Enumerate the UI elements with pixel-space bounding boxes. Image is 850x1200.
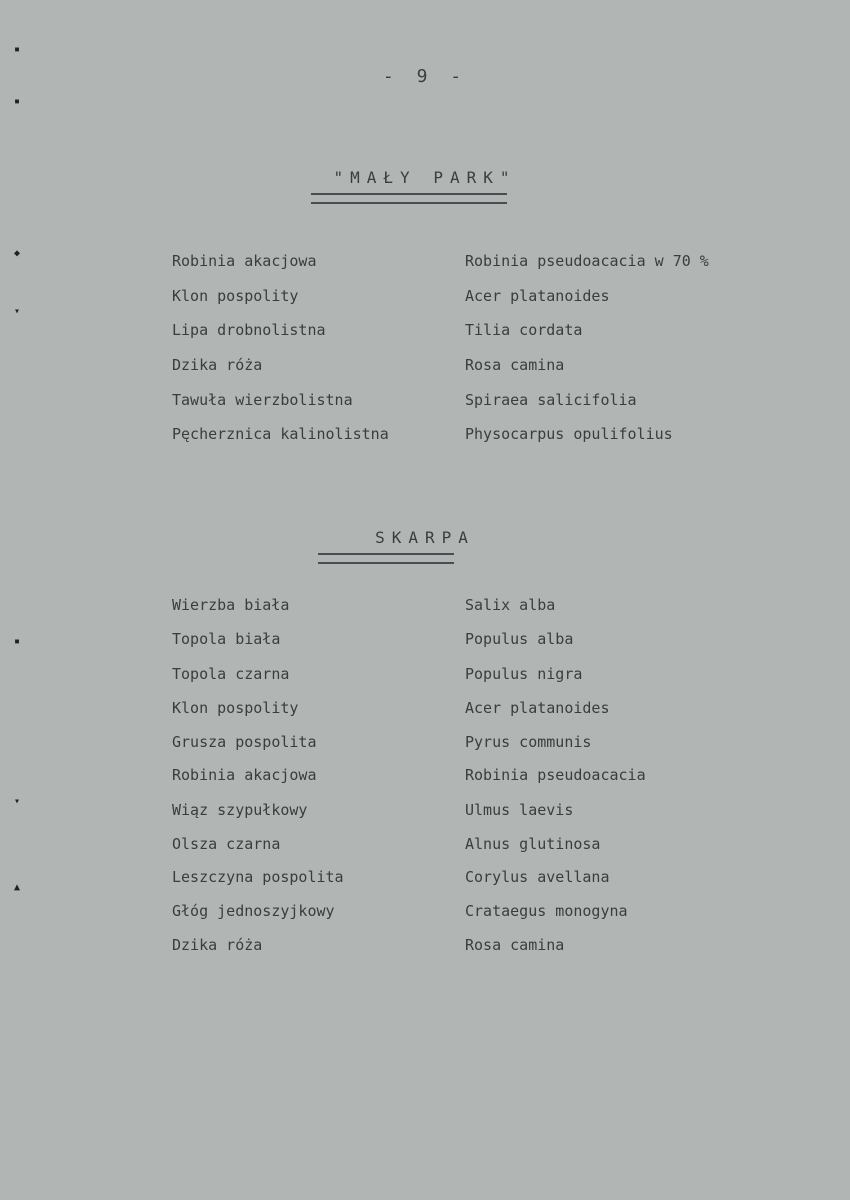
polish-name: Grusza pospolita (172, 733, 317, 751)
species-row (172, 250, 792, 272)
polish-name: Topola biała (172, 630, 281, 648)
species-row (172, 799, 792, 821)
latin-name: Populus alba (465, 630, 574, 648)
scan-speck: ▾ (14, 796, 21, 807)
species-row (172, 423, 792, 445)
latin-name: Robinia pseudoacacia w 70 % (465, 252, 709, 270)
latin-name: Salix alba (465, 596, 556, 614)
species-row (172, 731, 792, 753)
polish-name: Głóg jednoszyjkowy (172, 902, 335, 920)
polish-name: Klon pospolity (172, 287, 299, 305)
species-row (172, 697, 792, 719)
polish-name: Dzika róża (172, 356, 263, 374)
latin-name: Alnus glutinosa (465, 835, 601, 853)
latin-name: Acer platanoides (465, 699, 610, 717)
species-row (172, 594, 792, 616)
latin-name: Rosa camina (465, 936, 565, 954)
species-row (172, 354, 792, 376)
scan-speck: ◆ (14, 248, 21, 259)
latin-name: Pyrus communis (465, 733, 592, 751)
polish-name: Wierzba biała (172, 596, 290, 614)
title-underline (318, 553, 454, 564)
polish-name: Wiąz szypułkowy (172, 801, 308, 819)
species-row (172, 389, 792, 411)
latin-name: Ulmus laevis (465, 801, 574, 819)
latin-name: Spiraea salicifolia (465, 391, 637, 409)
latin-name: Rosa camina (465, 356, 565, 374)
latin-name: Physocarpus opulifolius (465, 425, 673, 443)
polish-name: Tawuła wierzbolistna (172, 391, 353, 409)
latin-name: Populus nigra (465, 665, 583, 683)
scan-speck: ▾ (14, 306, 21, 317)
species-row (172, 833, 792, 855)
section-title-maly-park: "MAŁY PARK" (333, 168, 517, 187)
species-row (172, 628, 792, 650)
polish-name: Topola czarna (172, 665, 290, 683)
polish-name: Robinia akacjowa (172, 252, 317, 270)
species-row (172, 663, 792, 685)
section-title-skarpa: SKARPA (375, 528, 475, 547)
polish-name: Leszczyna pospolita (172, 868, 344, 886)
species-row (172, 285, 792, 307)
polish-name: Pęcherznica kalinolistna (172, 425, 389, 443)
latin-name: Acer platanoides (465, 287, 610, 305)
page-number: - 9 - (382, 66, 468, 87)
polish-name: Olsza czarna (172, 835, 281, 853)
polish-name: Klon pospolity (172, 699, 299, 717)
species-row (172, 934, 792, 956)
scan-speck: ▲ (14, 882, 21, 893)
polish-name: Robinia akacjowa (172, 766, 317, 784)
species-row (172, 319, 792, 341)
latin-name: Tilia cordata (465, 321, 583, 339)
polish-name: Lipa drobnolistna (172, 321, 326, 339)
species-row (172, 900, 792, 922)
species-row (172, 866, 792, 888)
latin-name: Corylus avellana (465, 868, 610, 886)
scan-speck: ▪ (14, 96, 21, 107)
title-underline (311, 193, 507, 204)
latin-name: Crataegus monogyna (465, 902, 628, 920)
polish-name: Dzika róża (172, 936, 263, 954)
species-row (172, 764, 792, 786)
latin-name: Robinia pseudoacacia (465, 766, 646, 784)
scan-speck: ▪ (14, 636, 21, 647)
scan-speck: ▪ (14, 44, 21, 55)
